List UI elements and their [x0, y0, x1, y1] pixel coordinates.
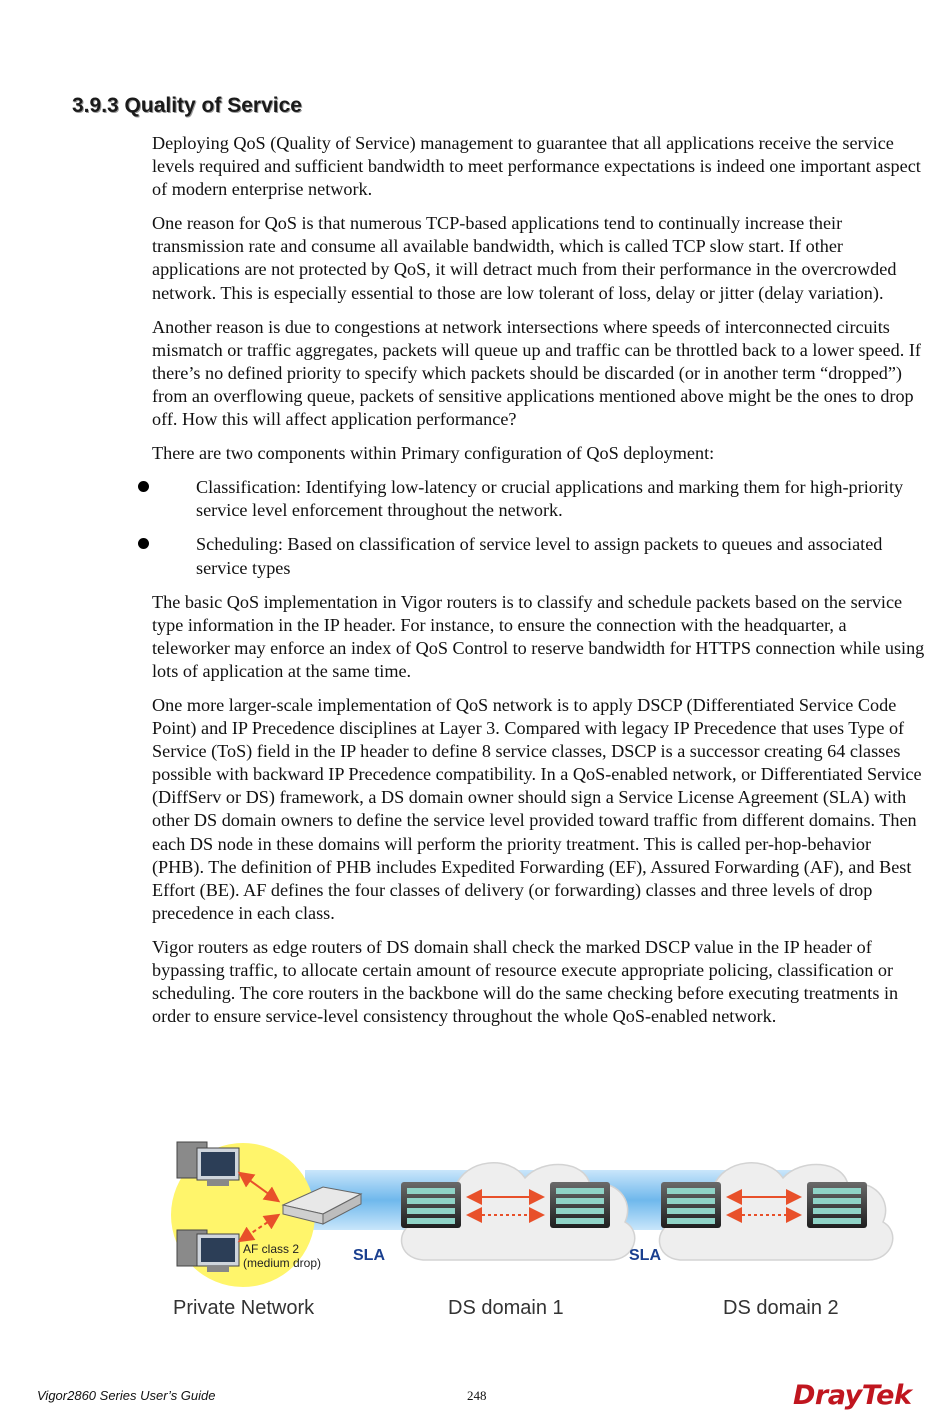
qos-network-diagram — [165, 1130, 930, 1330]
server-rack-icon — [550, 1182, 610, 1228]
paragraph-basic-qos: The basic QoS implementation in Vigor routers is to classify and schedule packets based on the service type information in the IP header. For instance, to ensure the connection with the headquarter, a teleworker may enforce an index of QoS Control to reserve bandwidth for HTTPS connection while using lots of application at the same time. — [152, 591, 925, 681]
sla-label: SLA — [353, 1247, 385, 1264]
paragraph-intro: Deploying QoS (Quality of Service) management to guarantee that all applications receive the service levels required and sufficient bandwidth to meet performance expectations is indeed one important aspect of modern enterprise network. — [152, 133, 921, 200]
footer-guide-title: Vigor2860 Series User’s Guide — [37, 1388, 216, 1403]
section-heading: 3.9.3 Quality of Service — [72, 94, 302, 117]
paragraph-edge-routers: Vigor routers as edge routers of DS domain shall check the marked DSCP value in the IP header of bypassing traffic, to allocate certain amount of resource execute appropriate policing, classification or scheduling. The core routers in the backbone will do the same checking before executing treatments in order to ensure service-level consistency throughout the whole QoS-enabled network. — [152, 936, 899, 1027]
ds-domain-1-label: DS domain 1 — [448, 1297, 564, 1319]
paragraph-dscp: One more larger-scale implementation of QoS network is to apply DSCP (Differentiated Service Code Point) and IP Precedence disciplines at Layer 3. Compared with legacy IP Precedence that uses Type of Service (ToS) field in the IP header to define 8 service classes, DSCP is a successor creating 64 classes possible with backward IP Precedence compatibility. In a QoS-enabled network, or Differentiated Service (DiffServ or DS) framework, a DS domain owner should sign a Service License Agreement (SLA) with other DS domain owners to define the service level provided toward traffic from different domains. Then each DS node in these domains will perform the priority treatment. This is called per-hop-behavior (PHB). The definition of PHB includes Expedited Forwarding (EF), Assured Forwarding (AF), and Best Effort (BE). AF defines the four classes of delivery (or forwarding) classes and three levels of drop precedence in each class. — [152, 694, 922, 923]
paragraph-components: There are two components within Primary configuration of QoS deployment: — [152, 443, 715, 464]
bullet-dot-icon — [138, 481, 149, 492]
bullet-text: Scheduling: Based on classification of service level to assign packets to queues and associated service types — [196, 534, 883, 578]
server-rack-icon — [401, 1182, 461, 1228]
page-number: 248 — [467, 1388, 487, 1403]
paragraph-tcp-slow-start: One reason for QoS is that numerous TCP-based applications tend to continually increase their transmission rate and consume all available bandwidth, which is called TCP slow start. If other applications are not protected by QoS, it will detract much from their performance in the overcrowded network. This is especially essential to those are low tolerant of loss, delay or jitter (delay variation). — [152, 213, 897, 303]
ds-domain-2-label: DS domain 2 — [723, 1297, 839, 1319]
bullet-item-scheduling — [152, 533, 927, 579]
bullet-dot-icon — [138, 538, 149, 549]
af-drop-label: (medium drop) — [243, 1256, 322, 1270]
sla-label: SLA — [629, 1247, 661, 1264]
paragraph-congestion: Another reason is due to congestions at network intersections where speeds of interconnected circuits mismatch or traffic aggregates, packets will queue up and traffic can be throttled back to a lower speed. If there’s no defined priority to specify which packets should be discarded (or in another term “dropped”) from an overflowing queue, packets of sensitive applications mentioned above might be the ones to drop off. How this will affect application performance? — [152, 316, 921, 430]
bullet-text: Classification: Identifying low-latency or crucial applications and marking them for high-priority service level enforcement throughout the network. — [196, 477, 904, 521]
computer-icon — [177, 1230, 239, 1272]
private-network-label: Private Network — [173, 1297, 315, 1319]
af-class-label: AF class 2 — [243, 1242, 300, 1256]
draytek-logo: DrayTek — [793, 1380, 912, 1411]
server-rack-icon — [661, 1182, 721, 1228]
body-text — [152, 132, 927, 1039]
bullet-item-classification — [152, 476, 927, 522]
server-rack-icon — [807, 1182, 867, 1228]
